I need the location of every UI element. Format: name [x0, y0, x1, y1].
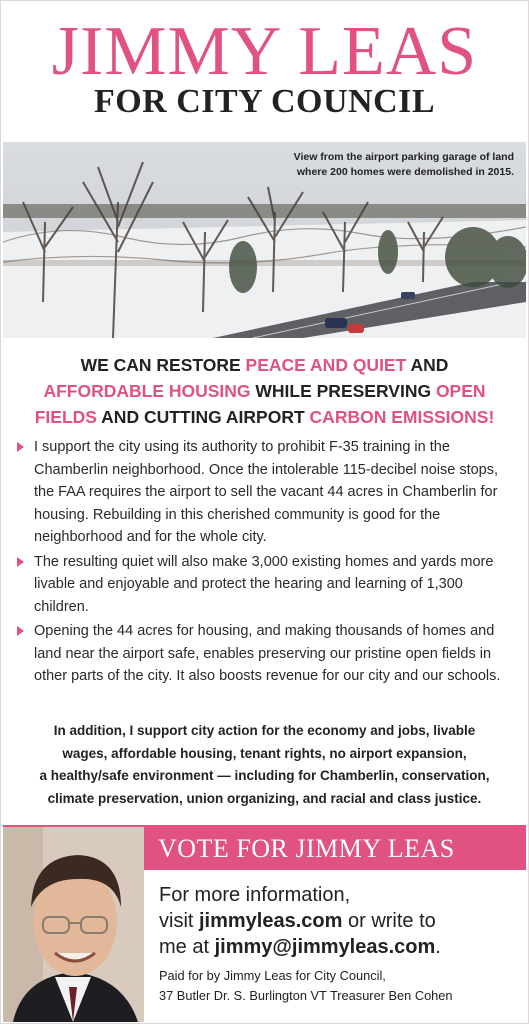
- info-period: .: [435, 936, 441, 958]
- addition-line3: a healthy/safe environment — including for Chamberlin, conservation,: [39, 768, 490, 783]
- bullet-text: Opening the 44 acres for housing, and making thousands of homes and land near the airport safe, enables preserving our pristine open fields in other parts of the city. It also boosts revenue for our city and our schools.: [34, 623, 501, 684]
- contact-info: [159, 882, 521, 960]
- headline-part4: AND CUTTING AIRPORT: [96, 407, 310, 427]
- info-visit: visit: [159, 910, 199, 932]
- paid-disclaimer: [159, 966, 521, 1006]
- addition-line2: wages, affordable housing, tenant rights, no airport expansion,: [62, 745, 467, 761]
- ad-title: JIMMY LEAS: [51, 13, 478, 90]
- candidate-portrait: [3, 827, 144, 1022]
- headline-highlight-fields: OPEN FIELDS: [34, 381, 486, 427]
- headline-part3: WHILE PRESERVING: [250, 381, 436, 401]
- additional-positions: [8, 720, 521, 810]
- paid-line2: 37 Butler Dr. S. Burlington VT Treasurer Ben Cohen: [159, 988, 453, 1003]
- photo-caption-line2: where 200 homes were demolished in 2015.: [296, 166, 514, 178]
- airport-land-photo: [3, 142, 526, 338]
- headline-highlight-emissions: CARBON EMISSIONS!: [309, 407, 495, 427]
- email-link[interactable]: jimmy@jimmyleas.com: [214, 936, 436, 958]
- vote-banner: VOTE FOR JIMMY LEAS: [144, 827, 526, 870]
- ad-subtitle: FOR CITY COUNCIL: [93, 83, 436, 120]
- portrait-illustration: [3, 827, 144, 1022]
- bullet-text: The resulting quiet will also make 3,000 existing homes and yards more livable and enjoyable and protect the hearing and learning of 1,300 children.: [34, 553, 494, 615]
- photo-caption: [294, 150, 514, 180]
- bullet-triangle-icon: [17, 442, 24, 452]
- paid-line1: Paid for by Jimmy Leas for City Council,: [159, 968, 386, 983]
- addition-line1: In addition, I support city action for the economy and jobs, livable: [53, 723, 476, 738]
- website-link[interactable]: jimmyleas.com: [199, 910, 343, 932]
- headline: [10, 352, 519, 430]
- info-write: or write to: [342, 910, 436, 932]
- info-line1: For more information,: [159, 884, 351, 906]
- headline-part1: WE CAN RESTORE: [80, 355, 246, 375]
- headline-part2: AND: [406, 355, 449, 375]
- bullet-item: [14, 620, 517, 688]
- headline-highlight-housing: AFFORDABLE HOUSING: [43, 381, 251, 401]
- bullet-triangle-icon: [17, 626, 24, 636]
- photo-caption-line1: View from the airport parking garage of land: [293, 151, 514, 163]
- bullet-item: [14, 436, 517, 549]
- info-me: me at: [159, 936, 215, 958]
- bullet-triangle-icon: [17, 557, 24, 567]
- headline-highlight-peace: PEACE AND QUIET: [245, 355, 407, 375]
- addition-line4: climate preservation, union organizing, and racial and class justice.: [47, 790, 482, 806]
- bullet-item: [14, 551, 517, 619]
- bullet-text: I support the city using its authority to prohibit F-35 training in the Chamberlin neighborhood. Once the intolerable 115-decibel noise stops, the FAA requires the airport to sell the vacant 44 acres in Chamberlin for housing. Rebuilding in this cherished community is good for the neighborhood and for the whole city.: [34, 439, 499, 545]
- bullet-list: [14, 436, 517, 690]
